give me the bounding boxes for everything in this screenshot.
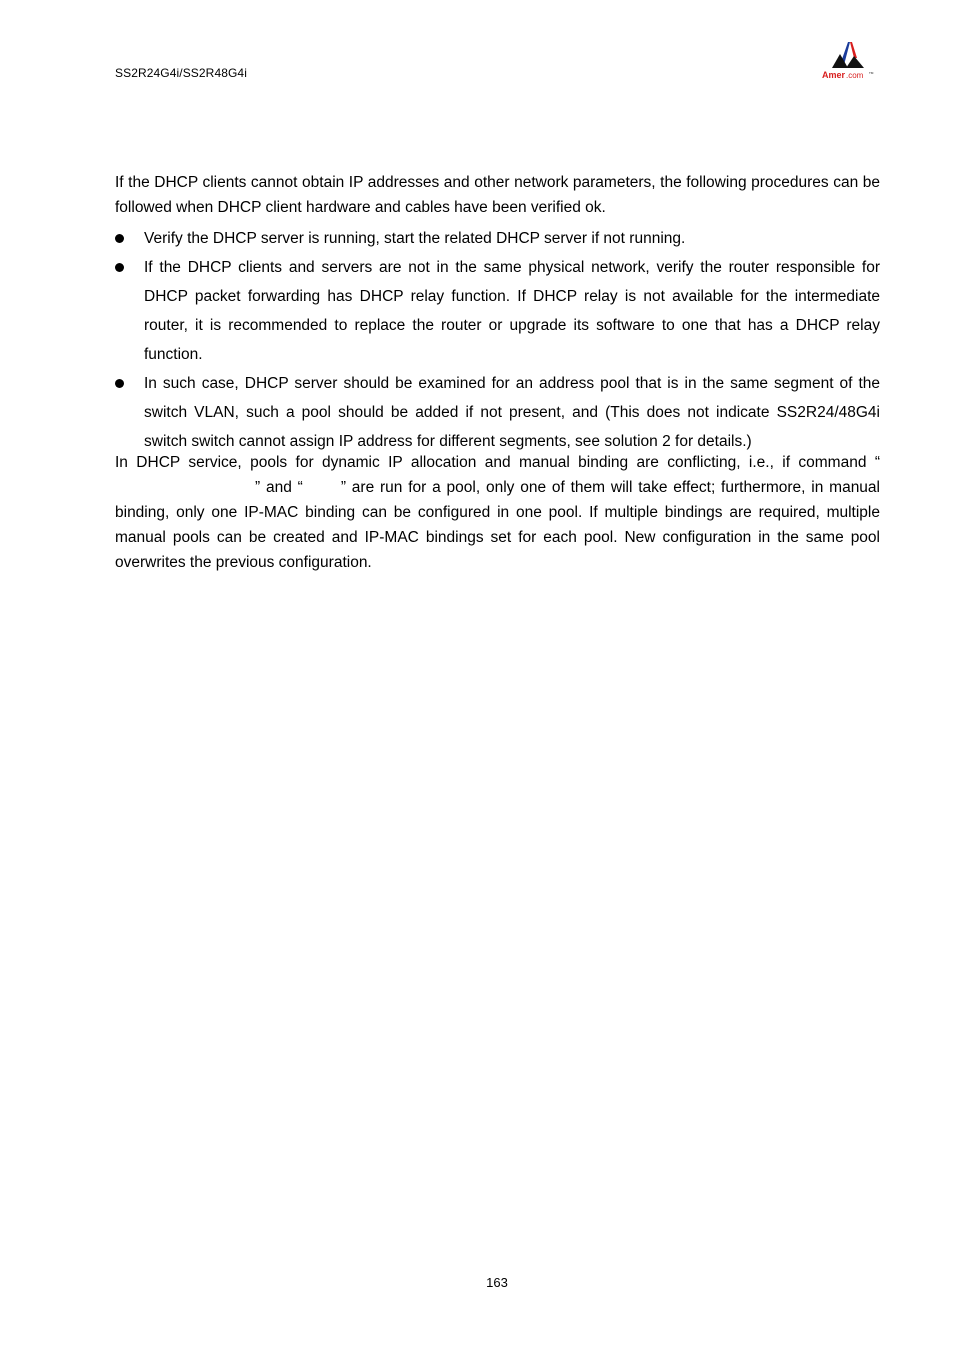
page-number: 163 <box>486 1275 508 1290</box>
closing-paragraph <box>115 450 880 575</box>
list-item-text: In such case, DHCP server should be examined for an address pool that is in the same segment of the switch VLAN, such a pool should be added if not present, and (This does not indicate SS2R24/48G4i switch switch cannot assign IP address for different segments, see solution 2 for details.) <box>144 375 880 450</box>
list-item-text: If the DHCP clients and servers are not in the same physical network, verify the router responsible for DHCP packet forwarding has DHCP relay function. If DHCP relay is not available for the intermediate router, it is recommended to replace the router or upgrade its software to one that has a DHCP relay function. <box>144 259 880 363</box>
main-content <box>115 170 880 575</box>
intro-paragraph: If the DHCP clients cannot obtain IP addresses and other network parameters, the following procedures can be followed when DHCP client hardware and cables have been verified ok. <box>115 174 880 216</box>
list-item-text: Verify the DHCP server is running, start the related DHCP server if not running. <box>144 230 686 247</box>
logo-wordmark-suffix: .com <box>846 71 864 80</box>
closing-text-part1: In DHCP service, pools for dynamic IP allocation and manual binding are conflicting, i.e., if command “ <box>115 454 880 471</box>
procedure-list <box>115 224 880 456</box>
logo-trademark: TM <box>869 71 874 75</box>
closing-text-part3: ” are run for a pool, only one of them will take effect; furthermore, in manual binding, only one IP-MAC binding can be configured in one pool. If multiple bindings are required, multiple manual pools can be created and IP-MAC bindings set for each pool. New configuration in the same pool overwrites the previous configuration. <box>115 479 880 571</box>
amer-logo <box>818 36 878 82</box>
list-item <box>115 369 880 456</box>
bullet-icon <box>115 379 124 388</box>
bullet-icon <box>115 263 124 272</box>
header-model-title: SS2R24G4i/SS2R48G4i <box>115 66 247 80</box>
logo-wordmark: Amer <box>822 70 846 80</box>
bullet-icon <box>115 234 124 243</box>
list-item <box>115 253 880 369</box>
logo-mountain-right <box>846 56 864 68</box>
closing-text-part2: ” and “ <box>255 479 303 496</box>
list-item <box>115 224 880 253</box>
logo-triangle-red <box>850 42 857 58</box>
